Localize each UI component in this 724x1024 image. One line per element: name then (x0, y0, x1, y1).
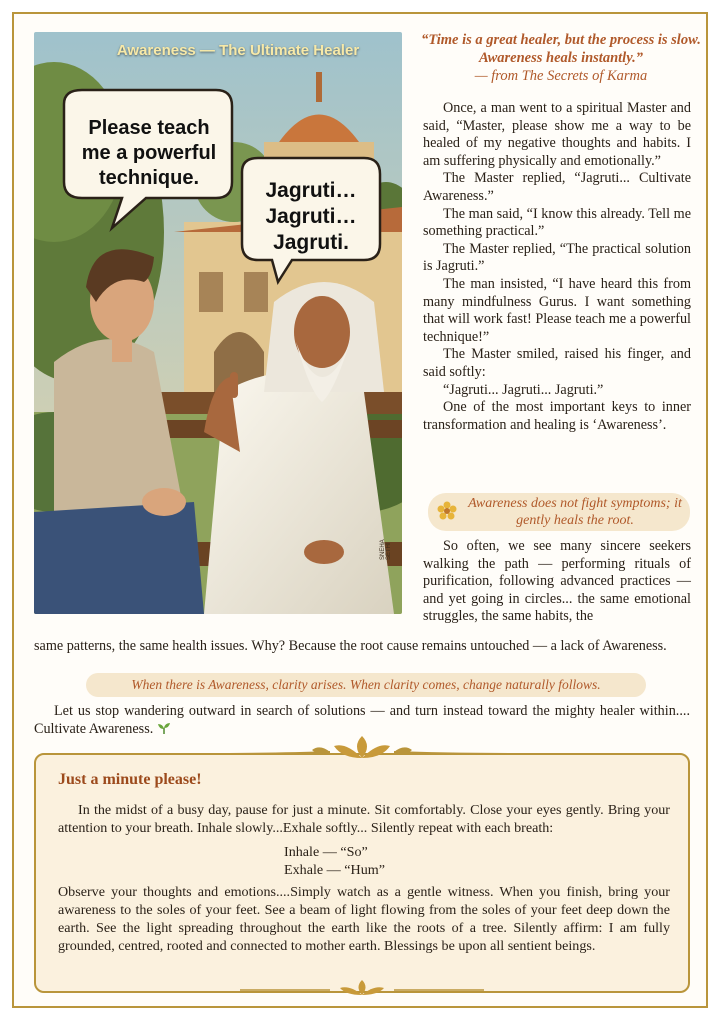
inhale-line: Inhale — “So” (284, 844, 368, 860)
seekers-paragraph-full (34, 638, 690, 656)
master-speech-line: Jagruti… (265, 179, 357, 202)
epigraph-quote (418, 31, 704, 85)
master-speech-bubble (246, 178, 376, 256)
seekers-text-full: same patterns, the same health issues. Why? Because the root cause remains untouched — a lack of Awareness. (34, 638, 667, 654)
student-speech-line: me a powerful (81, 142, 217, 164)
closing-text: Let us stop wandering outward in search of solutions — and turn instead toward the mighty healer within.... Cultivate Awareness. (34, 703, 690, 737)
exercise-body (58, 801, 670, 955)
top-ornament-icon (200, 732, 524, 766)
exhale-line: Exhale — “Hum” (284, 862, 385, 878)
flower-icon (437, 501, 457, 521)
student-speech-bubble (66, 116, 232, 191)
story-paragraph: The Master replied, “The practical solution is Jagruti.” (423, 240, 691, 275)
master-speech-line: Jagruti… (265, 205, 357, 228)
seekers-text-column: So often, we see many sincere seekers walking the path — performing rituals of purification, following advanced practices — and yet going in circles... the same emotional struggles, the same habits, the (423, 538, 691, 625)
callout-pill (428, 493, 690, 531)
breath-mantra (58, 843, 670, 879)
sprout-icon (157, 722, 171, 734)
quote-text: “Time is a great healer, but the process is slow. Awareness heals instantly.” (421, 32, 701, 66)
story-paragraph: The man insisted, “I have heard this from many mindfulness Gurus. I want something that will work fast! Please teach me a powerful technique!” (423, 275, 691, 345)
story-paragraph: The Master replied, “Jagruti... Cultivate Awareness.” (423, 170, 691, 204)
exercise-intro: In the midst of a busy day, pause for just a minute. Sit comfortably. Close your eyes gently. Bring your attention to your breath. Inhale slowly...Exhale softly... Silently repeat with each breath: (58, 802, 670, 836)
story-paragraph: The Master smiled, raised his finger, and said softly: (423, 346, 691, 380)
student-speech-line: technique. (98, 167, 199, 189)
story-paragraph: The man said, “I know this already. Tell me something practical.” (423, 205, 691, 240)
seekers-paragraph-column (423, 538, 691, 626)
story-paragraph: One of the most important keys to inner transformation and healing is ‘Awareness’. (423, 399, 691, 433)
exercise-box (34, 753, 690, 993)
bottom-ornament-icon (240, 978, 484, 998)
key-insight-banner: When there is Awareness, clarity arises. When clarity comes, change naturally follows. (86, 673, 646, 697)
story-column (423, 100, 691, 434)
callout-text: Awareness does not fight symptoms; it gently heals the root. (468, 496, 682, 528)
illustration-title: Awareness — The Ultimate Healer (116, 42, 360, 59)
exercise-title: Just a minute please! (58, 771, 202, 788)
story-paragraph: Once, a man went to a spiritual Master and said, “Master, please show me a way to be healed of my negative thoughts and habits. I am suffering physically and emotionally.” (423, 100, 691, 169)
exercise-outro: Observe your thoughts and emotions....Simply watch as a gentle witness. When you finish, bring your awareness to the soles of your feet. See a beam of light flowing from the soles of your feet deep down the earth. See the light spreading throughout the earth like the roots of a tree. Silently affirm: I am fully grounded, centred, rooted and connected to mother earth. Blessings be upon all sentient beings. (58, 884, 670, 954)
quote-source: — from The Secrets of Karma (474, 68, 648, 84)
master-speech-line: Jagruti. (273, 231, 349, 254)
story-paragraph: “Jagruti... Jagruti... Jagruti.” (443, 381, 604, 398)
artist-signature: SNEHA SETHI (380, 539, 392, 560)
illustration (34, 32, 402, 614)
student-speech-line: Please teach (88, 117, 210, 139)
